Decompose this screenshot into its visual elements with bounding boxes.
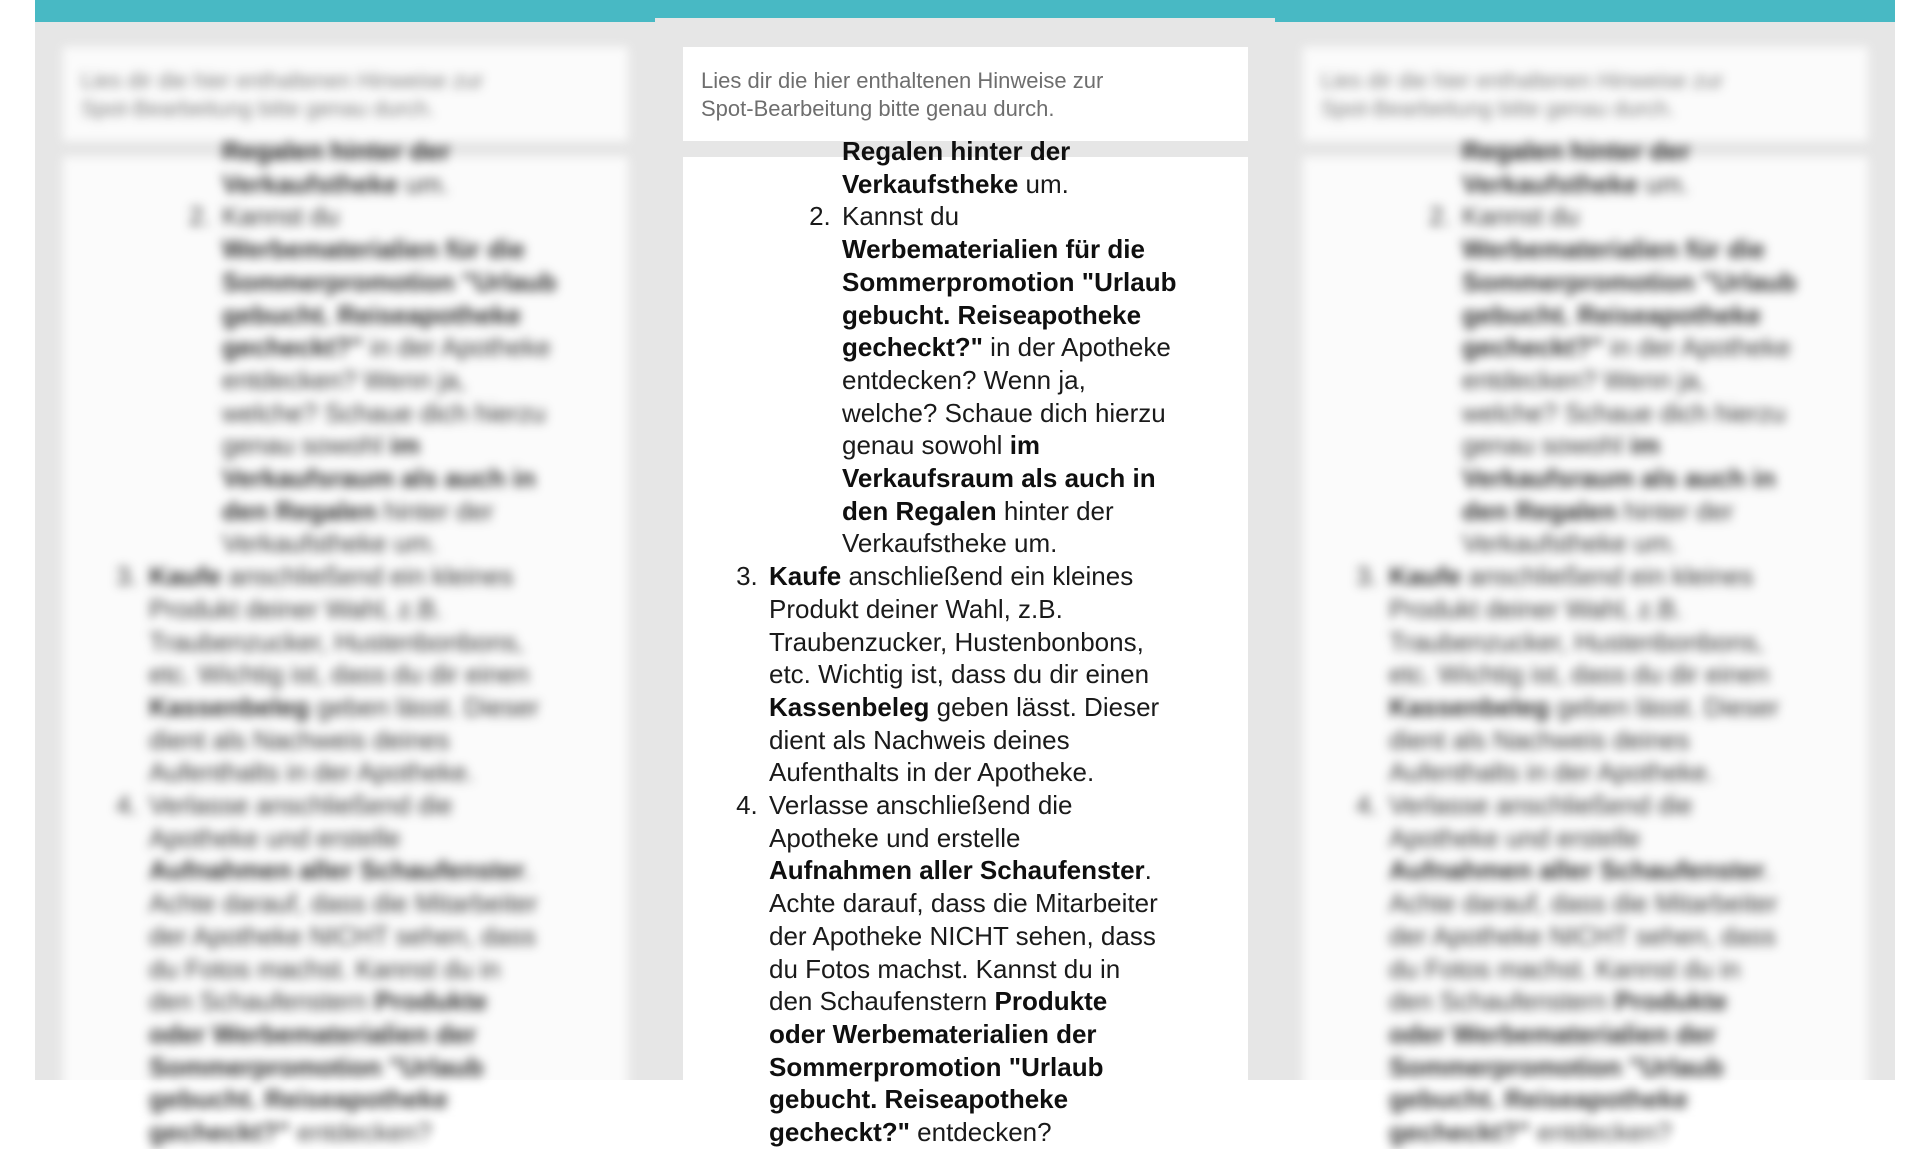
- list-item: [838, 135, 1180, 200]
- right-panel-blurred: [1275, 0, 1895, 1148]
- list-item: [1458, 135, 1800, 200]
- body-text: Verlasse anschließend die Apotheke und erstelle: [1389, 790, 1693, 853]
- bold-text: Regalen hinter der: [222, 136, 451, 166]
- body-text: anschließend ein kleines Produkt deiner Wahl, z.B. Traubenzucker, Hustenbonbons, etc. Wichtig ist, dass du dir einen: [1389, 561, 1770, 690]
- bold-text: Kaufe: [149, 561, 222, 592]
- body-text: anschließend ein kleines Produkt deiner Wahl, z.B. Traubenzucker, Hustenbonbons, etc. Wichtig ist, dass du dir einen: [769, 561, 1150, 690]
- bold-text: Werbematerialien für die Sommerpromotion "Urlaub gebucht. Reiseapotheke gecheckt?": [1462, 234, 1797, 363]
- instructions-card: [63, 136, 628, 1148]
- bold-text: Verkaufstheke: [222, 168, 399, 199]
- bold-text: Produkte oder Werbematerialien der Sommerpromotion "Urlaub gebucht. Reiseapotheke gecheckt?": [769, 986, 1108, 1148]
- steps-list: [1303, 135, 1797, 1149]
- body-text: entdecken?: [1529, 1117, 1672, 1148]
- list-item: [1385, 135, 1797, 560]
- list-item: [145, 135, 557, 560]
- body-text: anschließend ein kleines Produkt deiner Wahl, z.B. Traubenzucker, Hustenbonbons, etc. Wichtig ist, dass du dir einen: [149, 561, 530, 690]
- hint-line-1: Lies dir die hier enthaltenen Hinweise zur: [701, 68, 1104, 93]
- body-text: entdecken?: [909, 1117, 1052, 1148]
- accent-bar: [1275, 0, 1895, 22]
- center-panel: [655, 0, 1275, 1148]
- hint-card: [63, 47, 628, 141]
- instructions-text: [683, 135, 1248, 1149]
- bold-text: Aufnahmen aller Schaufenster: [149, 855, 525, 886]
- body-text: . Achte darauf, dass die Mitarbeiter der Apotheke NICHT sehen, dass du Fotos machst. Kannst du in den Schaufenstern: [769, 855, 1158, 1017]
- body-text: hinter der Verkaufstheke um.: [1462, 495, 1734, 559]
- bold-text: Werbematerialien für die Sommerpromotion "Urlaub gebucht. Reiseapotheke gecheckt?": [842, 234, 1177, 363]
- body-text: . Achte darauf, dass die Mitarbeiter der Apotheke NICHT sehen, dass du Fotos machst. Kannst du in den Schaufenstern: [149, 855, 538, 1017]
- instructions-card: [1303, 136, 1868, 1148]
- list-item: [838, 200, 1180, 560]
- hint-line-2: Spot-Bearbeitung bitte genau durch.: [81, 96, 435, 121]
- substeps-list: [149, 135, 560, 560]
- instructions-card[interactable]: [683, 136, 1248, 1148]
- body-text: in der Apotheke entdecken? Wenn ja, welche? Schaue dich hierzu genau sowohl: [222, 332, 551, 461]
- instructions-text: [1303, 135, 1868, 1149]
- list-item: [765, 789, 1165, 1149]
- bold-text: im Verkaufsraum als auch in den Regalen: [222, 430, 536, 526]
- bold-text: Werbematerialien für die Sommerpromotion "Urlaub gebucht. Reiseapotheke gecheckt?": [222, 234, 557, 363]
- body-text: geben lässt. Dieser dient als Nachweis deines Aufenthalts in der Apotheke.: [1389, 691, 1780, 788]
- list-item: [218, 135, 560, 200]
- bold-text: Verkaufstheke: [842, 168, 1019, 199]
- steps-list: [63, 135, 557, 1149]
- list-item: [1385, 560, 1785, 789]
- bold-text: Regalen hinter der: [1462, 136, 1691, 166]
- body-text: Kannst du: [842, 201, 960, 232]
- accent-bar: [35, 0, 655, 22]
- bold-text: Verkaufstheke: [1462, 168, 1639, 199]
- body-text: Kannst du: [1462, 201, 1580, 232]
- body-text: geben lässt. Dieser dient als Nachweis deines Aufenthalts in der Apotheke.: [149, 691, 540, 788]
- hint-card: [1303, 47, 1868, 141]
- bold-text: Kassenbeleg: [1389, 691, 1550, 722]
- hint-card: [683, 47, 1248, 141]
- bold-text: Produkte oder Werbematerialien der Sommerpromotion "Urlaub gebucht. Reiseapotheke gecheckt?": [1389, 986, 1728, 1148]
- bold-text: im Verkaufsraum als auch in den Regalen: [842, 430, 1156, 526]
- body-text: um.: [1638, 168, 1689, 199]
- list-item: [765, 135, 1177, 560]
- substeps-list: [1389, 135, 1800, 560]
- list-item: [1458, 200, 1800, 560]
- substeps-list: [769, 135, 1180, 560]
- body-text: um.: [398, 168, 449, 199]
- list-item: [145, 789, 545, 1149]
- list-item: [218, 200, 560, 560]
- hint-line-2: Spot-Bearbeitung bitte genau durch.: [1321, 96, 1675, 121]
- body-text: . Achte darauf, dass die Mitarbeiter der Apotheke NICHT sehen, dass du Fotos machst. Kannst du in den Schaufenstern: [1389, 855, 1778, 1017]
- left-panel-blurred: [35, 0, 655, 1148]
- accent-bar: [655, 0, 1275, 18]
- body-text: Kannst du: [222, 201, 340, 232]
- hint-line-1: Lies dir die hier enthaltenen Hinweise zur: [81, 68, 484, 93]
- bold-text: Regalen hinter der: [842, 136, 1071, 166]
- body-text: Verlasse anschließend die Apotheke und erstelle: [149, 790, 453, 853]
- bold-text: Kaufe: [769, 561, 842, 592]
- bold-text: Aufnahmen aller Schaufenster: [1389, 855, 1765, 886]
- body-text: in der Apotheke entdecken? Wenn ja, welche? Schaue dich hierzu genau sowohl: [842, 332, 1171, 461]
- bold-text: Aufnahmen aller Schaufenster: [769, 855, 1145, 886]
- body-text: hinter der Verkaufstheke um.: [222, 495, 494, 559]
- body-text: hinter der Verkaufstheke um.: [842, 495, 1114, 559]
- body-text: Verlasse anschließend die Apotheke und erstelle: [769, 790, 1073, 853]
- body-text: entdecken?: [289, 1117, 432, 1148]
- list-item: [765, 560, 1165, 789]
- hint-line-1: Lies dir die hier enthaltenen Hinweise zur: [1321, 68, 1724, 93]
- list-item: [145, 560, 545, 789]
- bold-text: Kaufe: [1389, 561, 1462, 592]
- list-item: [1385, 789, 1785, 1149]
- body-text: in der Apotheke entdecken? Wenn ja, welche? Schaue dich hierzu genau sowohl: [1462, 332, 1791, 461]
- steps-list: [683, 135, 1177, 1149]
- instructions-text: [63, 135, 628, 1149]
- hint-line-2: Spot-Bearbeitung bitte genau durch.: [701, 96, 1055, 121]
- bold-text: Kassenbeleg: [149, 691, 310, 722]
- body-text: geben lässt. Dieser dient als Nachweis deines Aufenthalts in der Apotheke.: [769, 691, 1160, 788]
- bold-text: Kassenbeleg: [769, 691, 930, 722]
- bold-text: im Verkaufsraum als auch in den Regalen: [1462, 430, 1776, 526]
- bold-text: Produkte oder Werbematerialien der Sommerpromotion "Urlaub gebucht. Reiseapotheke gecheckt?": [149, 986, 488, 1148]
- body-text: um.: [1018, 168, 1069, 199]
